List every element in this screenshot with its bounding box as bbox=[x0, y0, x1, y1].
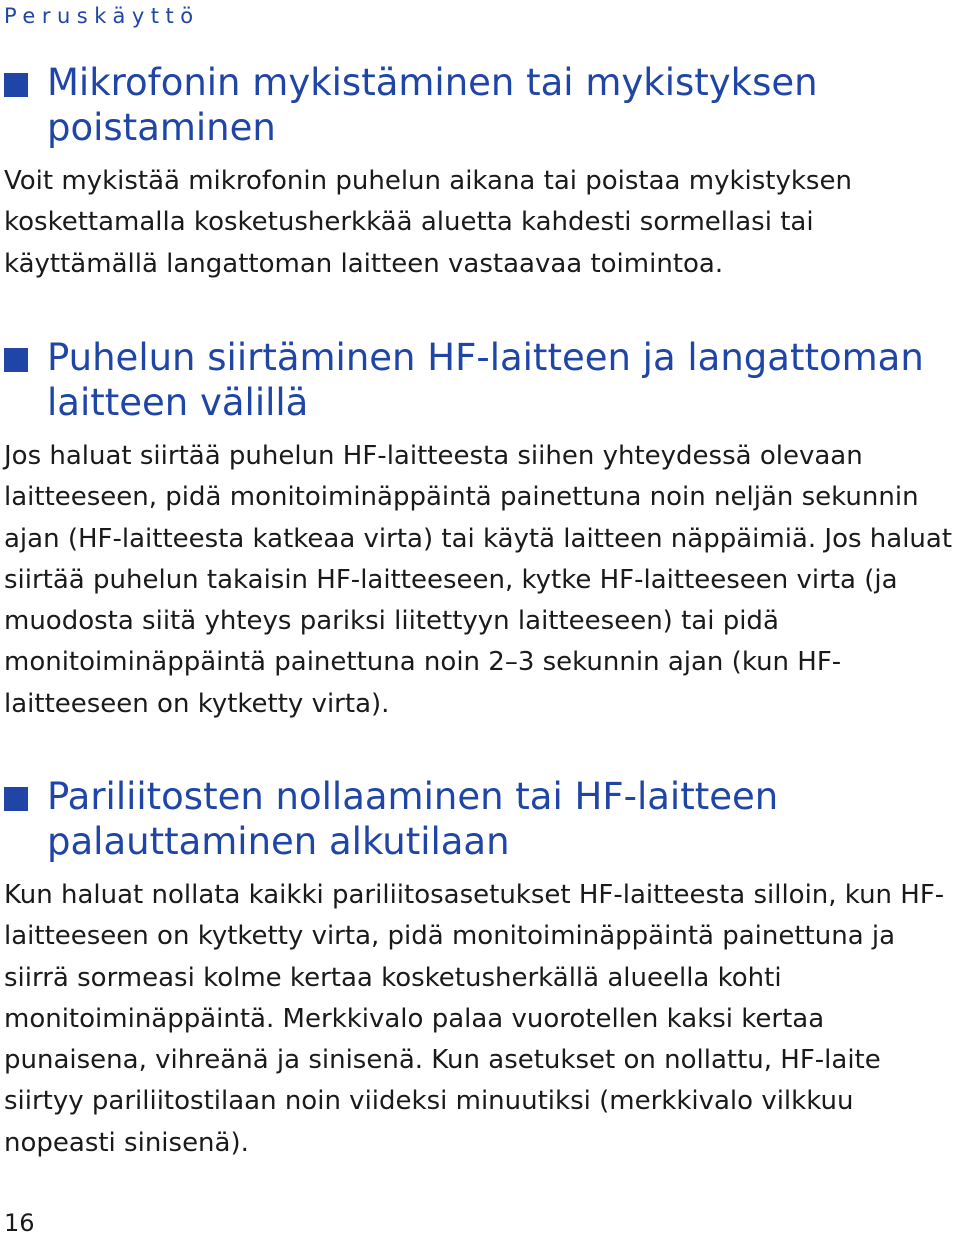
running-header: Peruskäyttö bbox=[4, 4, 200, 28]
section-heading bbox=[4, 774, 956, 864]
square-bullet-icon bbox=[4, 73, 28, 97]
square-bullet-icon bbox=[4, 787, 28, 811]
section-mute-microphone bbox=[4, 60, 956, 285]
square-bullet-icon bbox=[4, 348, 28, 372]
section-heading bbox=[4, 335, 956, 425]
section-heading bbox=[4, 60, 956, 150]
section-body: Kun haluat nollata kaikki pariliitosasetukset HF-laitteesta silloin, kun HF-laitteeseen on kytketty virta, pidä monitoiminäppäintä painettuna ja siirrä sormeasi kolme kertaa kosketusherkällä alueella kohti monitoiminäppäintä. Merkkivalo palaa vuorotellen kaksi kertaa punaisena, vihreänä ja sinisenä. Kun asetukset on nollattu, HF-laite siirtyy pariliitostilaan noin viideksi minuutiksi (merkkivalo vilkkuu nopeasti sinisenä). bbox=[4, 880, 945, 1158]
section-body: Voit mykistää mikrofonin puhelun aikana tai poistaa mykistyksen koskettamalla kosketusherkkää aluetta kahdesti sormellasi tai käyttämällä langattoman laitteen vastaavaa toimintoa. bbox=[4, 166, 852, 279]
section-heading-text: Mikrofonin mykistäminen tai mykistyksen poistaminen bbox=[47, 61, 818, 149]
section-heading-text: Puhelun siirtäminen HF-laitteen ja langattoman laitteen välillä bbox=[47, 336, 924, 424]
section-heading-text: Pariliitosten nollaaminen tai HF-laitteen palauttaminen alkutilaan bbox=[47, 775, 779, 863]
section-body: Jos haluat siirtää puhelun HF-laitteesta siihen yhteydessä olevaan laitteeseen, pidä monitoiminäppäintä painettuna noin neljän sekunnin ajan (HF-laitteesta katkeaa virta) tai käytä laitteen näppäimiä. Jos haluat siirtää puhelun takaisin HF-laitteeseen, kytke HF-laitteeseen virta (ja muodosta siitä yhteys pariksi liitettyyn laitteeseen) tai pidä monitoiminäppäintä painettuna noin 2–3 sekunnin ajan (kun HF-laitteeseen on kytketty virta). bbox=[4, 441, 953, 719]
page-number: 16 bbox=[4, 1209, 35, 1237]
section-transfer-call bbox=[4, 335, 956, 725]
section-reset-pairings bbox=[4, 774, 956, 1164]
